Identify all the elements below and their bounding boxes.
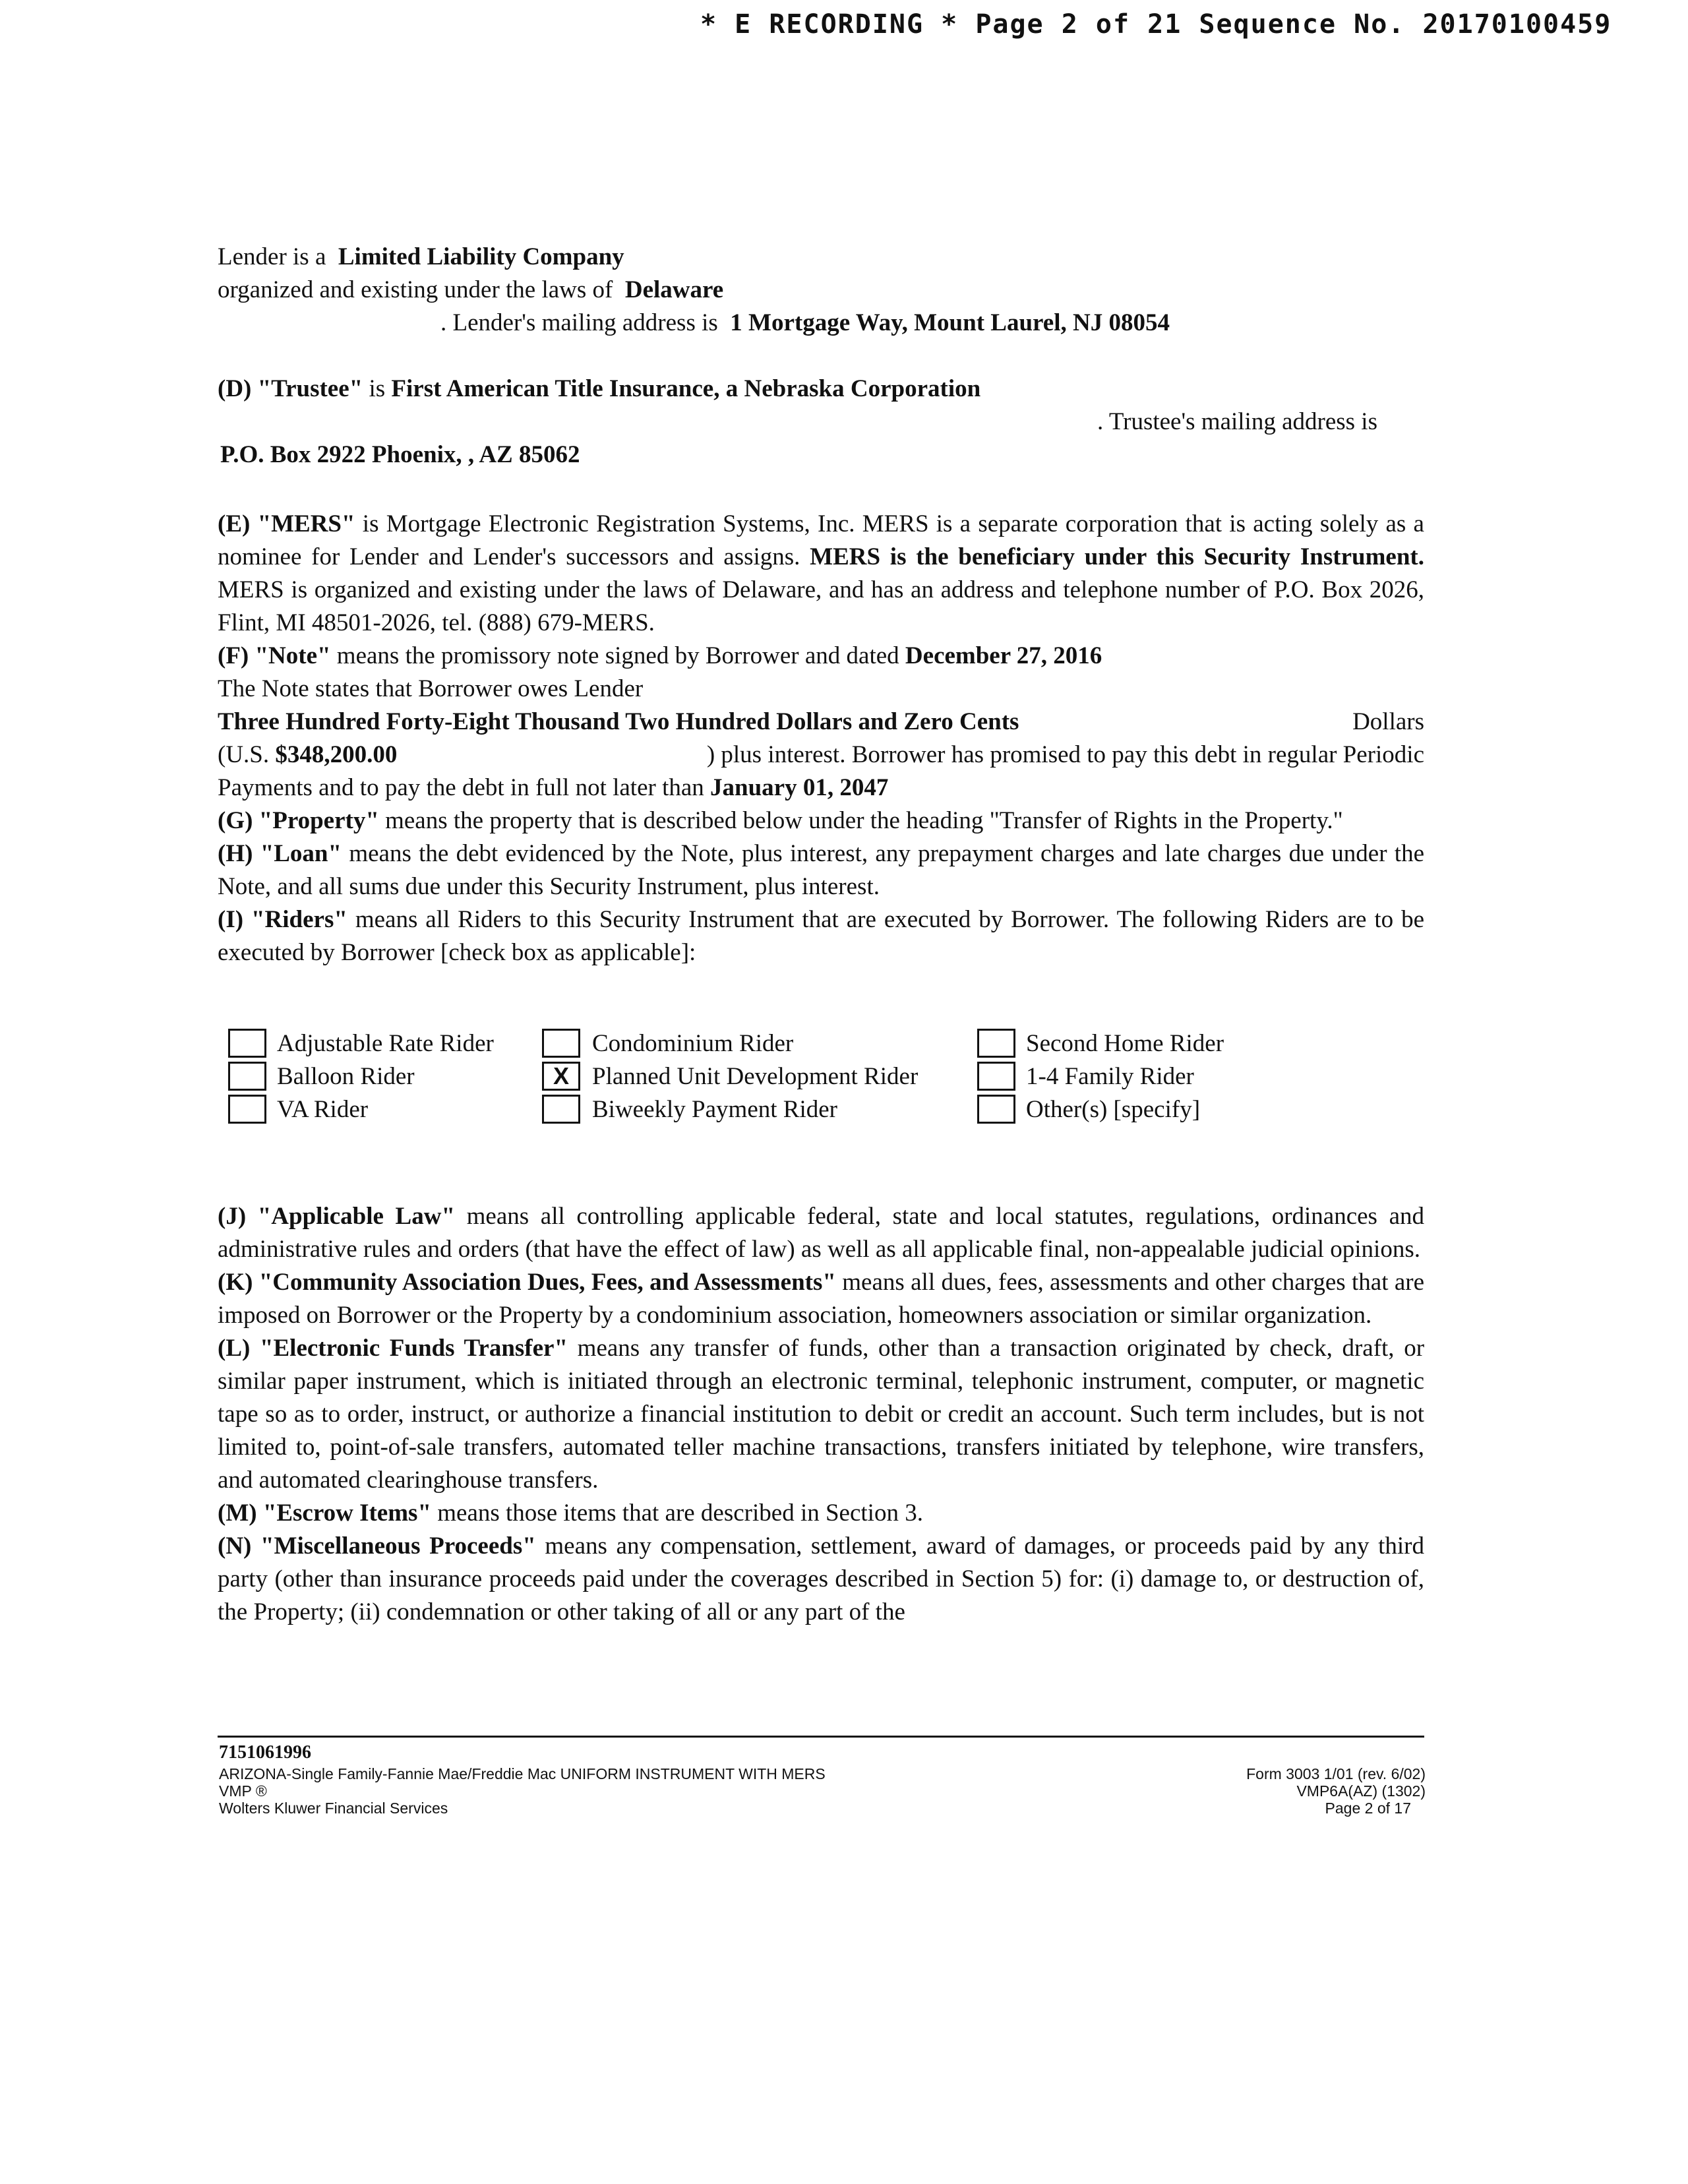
definitions-e-to-i [218,508,1424,969]
definition-community-association-dues: (K) "Community Association Dues, Fees, and Assessments" means all dues, fees, assessments and other charges that are imposed on Borrower or the Property by a condominium association, homeowners association or similar organization. [218,1269,1424,1329]
note-amount: $348,200.00 [275,741,398,768]
label-second-home-rider: Second Home Rider [1026,1030,1224,1057]
trustee-mailing-label: . Trustee's mailing address is [1097,408,1377,435]
lender-address-line [440,307,1170,339]
label-other-rider: Other(s) [specify] [1026,1096,1201,1123]
definition-miscellaneous-proceeds: (N) "Miscellaneous Proceeds" means any compensation, settlement, award of damages, or proceeds paid by any third party (other than insurance proceeds paid under the coverages described in Section 5) for: (i) damage to, or destruction of, the Property; (ii) condemnation or other taking of all or any part of the [218,1532,1425,1625]
note-amount-words: Three Hundred Forty-Eight Thousand Two Hundred Dollars and Zero Cents [218,708,1019,735]
trustee-label: (D) "Trustee" [218,375,363,402]
trustee-name: First American Title Insurance, a Nebraska Corporation [391,375,981,402]
definition-escrow-items: (M) "Escrow Items" means those items that are described in Section 3. [218,1500,923,1527]
checkbox-condominium-rider[interactable] [542,1029,580,1058]
label-adjustable-rate-rider: Adjustable Rate Rider [277,1030,494,1057]
footer-loan-number: 7151061996 [219,1742,311,1763]
lender-entity-line [218,241,624,273]
definition-mers: (E) "MERS" is Mortgage Electronic Registration Systems, Inc. MERS is a separate corporation that is acting solely as a nominee for Lender and Lender's successors and assigns. MERS is the beneficiary under this Security Instrument. MERS is organized and existing under the laws of Delaware, and has an address and telephone number of P.O. Box 2026, Flint, MI 48501-2026, tel. (888) 679-MERS. [218,510,1425,636]
trustee-is: is [369,375,386,402]
checkbox-biweekly-payment-rider[interactable] [542,1095,580,1124]
label-va-rider: VA Rider [277,1096,369,1123]
lender-jurisdiction: Delaware [624,276,724,303]
label-condominium-rider: Condominium Rider [592,1030,794,1057]
lender-jurisdiction-line [218,274,723,306]
footer-divider [218,1736,1424,1738]
note-date: December 27, 2016 [905,642,1102,669]
lender-address: 1 Mortgage Way, Mount Laurel, NJ 08054 [730,309,1170,336]
label-planned-unit-development-rider: Planned Unit Development Rider [592,1063,919,1090]
definition-applicable-law: (J) "Applicable Law" means all controlling applicable federal, state and local statutes, regulations, ordinances and administrative rules and orders (that have the effect of law) as well as all applicable final, non-appealable judicial opinions. [218,1203,1425,1263]
lender-entity-prefix: Lender is a [218,243,326,270]
trustee-line [218,373,980,405]
lender-address-prefix: . Lender's mailing address is [440,309,718,336]
checkbox-va-rider[interactable] [228,1095,266,1124]
definition-loan: (H) "Loan" means the debt evidenced by the Note, plus interest, any prepayment charges and late charges due under the Note, and all sums due under this Security Instrument, plus interest. [218,840,1424,900]
lender-entity-type: Limited Liability Company [338,243,624,270]
note-amount-line: (U.S. $348,200.00 ) plus interest. Borrower has promised to pay this debt in regular Periodic [218,741,1424,768]
definition-property: (G) "Property" means the property that is described below under the heading "Transfer of Rights in the Property." [218,807,1343,834]
footer-publisher: Wolters Kluwer Financial Services [219,1800,448,1817]
label-biweekly-payment-rider: Biweekly Payment Rider [592,1096,837,1123]
footer-form-title: ARIZONA-Single Family-Fannie Mae/Freddie Mac UNIFORM INSTRUMENT WITH MERS [219,1765,826,1782]
definition-electronic-funds-transfer: (L) "Electronic Funds Transfer" means any transfer of funds, other than a transaction originated by check, draft, or similar paper instrument, which is initiated through an electronic terminal, telephonic instrument, computer, or magnetic tape so as to order, instruct, or authorize a financial institution to debit or credit an account. Such term includes, but is not limited to, point-of-sale transfers, automated teller machine transactions, transfers initiated by telephone, wire transfers, and automated clearinghouse transfers. [218,1335,1425,1494]
trustee-address: P.O. Box 2922 Phoenix, , AZ 85062 [220,441,580,468]
note-owes-line: The Note states that Borrower owes Lender [218,675,644,702]
label-balloon-rider: Balloon Rider [277,1063,415,1090]
checkbox-balloon-rider[interactable] [228,1062,266,1091]
definition-note: (F) "Note" means the promissory note signed by Borrower and dated December 27, 2016 [218,642,1102,669]
checkbox-planned-unit-development-rider[interactable]: X [542,1062,580,1091]
footer-form-number: Form 3003 1/01 (rev. 6/02) [1246,1765,1426,1782]
note-dollars: Dollars [1352,708,1424,735]
checkbox-1-4-family-rider[interactable] [977,1062,1015,1091]
definition-riders: (I) "Riders" means all Riders to this Security Instrument that are executed by Borrower. The following Riders are to be executed by Borrower [check box as applicable]: [218,906,1424,966]
label-1-4-family-rider: 1-4 Family Rider [1026,1063,1194,1090]
footer-page-number: Page 2 of 17 [1325,1800,1411,1817]
recording-stamp: * E RECORDING * Page 2 of 21 Sequence No. 20170100459 [700,9,1612,40]
note-maturity-line: Payments and to pay the debt in full not later than January 01, 2047 [218,774,889,801]
checkbox-adjustable-rate-rider[interactable] [228,1029,266,1058]
footer-form-code: VMP6A(AZ) (1302) [1296,1782,1426,1800]
definitions-j-to-n [218,1200,1424,1629]
note-amount-words-line [218,706,1424,739]
footer-vmp: VMP ® [219,1782,267,1800]
checkbox-other-rider[interactable] [977,1095,1015,1124]
lender-jurisdiction-prefix: organized and existing under the laws of [218,276,613,303]
checkbox-second-home-rider[interactable] [977,1029,1015,1058]
note-maturity-date: January 01, 2047 [710,774,889,801]
